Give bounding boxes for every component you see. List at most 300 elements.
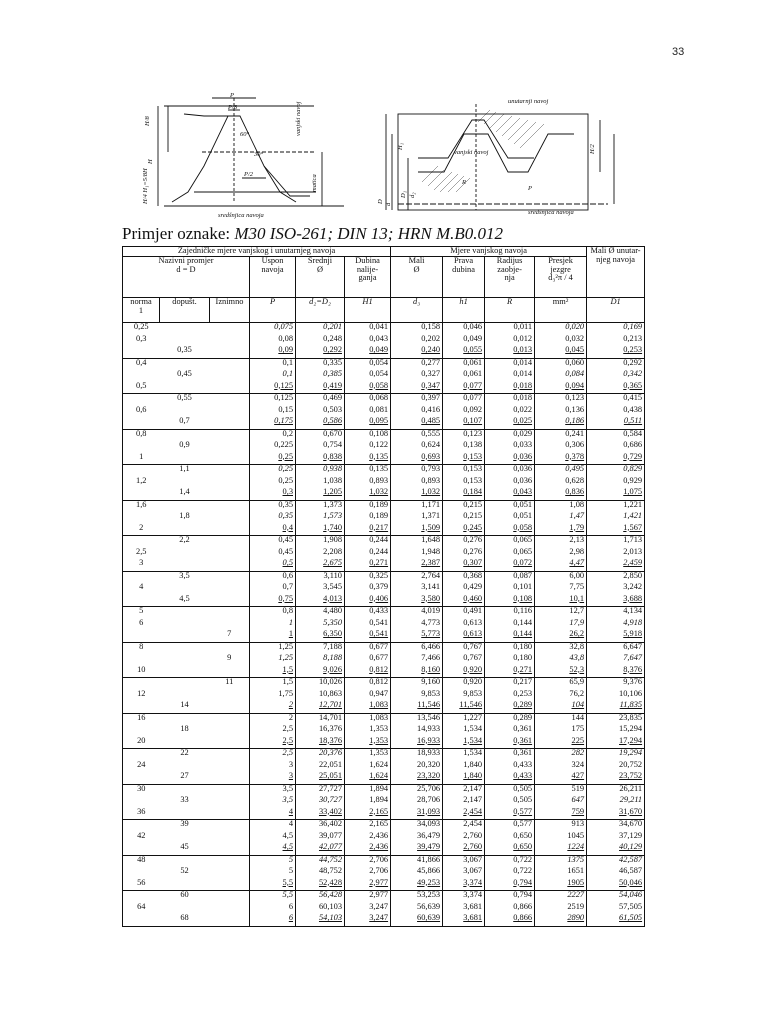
section-cell: 65,9 <box>535 678 587 690</box>
exception-cell <box>210 891 250 903</box>
norm-cell: 0,4 <box>123 358 160 370</box>
mean-diameter-cell: 48,752 <box>296 867 345 879</box>
radius-cell: 0,065 <box>485 536 535 548</box>
thread-depth-cell: 1,534 <box>443 737 485 749</box>
inner-minor-diameter-cell: 1,421 <box>587 512 645 524</box>
radius-cell: 0,018 <box>485 394 535 406</box>
norm-cell: 8 <box>123 642 160 654</box>
pitch-cell: 0,3 <box>250 488 296 500</box>
engagement-depth-cell: 0,677 <box>345 654 391 666</box>
inner-minor-diameter-cell: 61,505 <box>587 914 645 926</box>
radius-cell: 0,433 <box>485 772 535 784</box>
allowed-cell: 68 <box>160 914 210 926</box>
exception-cell <box>210 335 250 347</box>
engagement-depth-cell: 1,083 <box>345 713 391 725</box>
exception-cell <box>210 512 250 524</box>
norm-cell: 4 <box>123 583 160 595</box>
table-row <box>123 607 645 619</box>
thread-depth-cell: 2,760 <box>443 843 485 855</box>
thread-depth-cell: 0,153 <box>443 453 485 465</box>
exception-cell <box>210 713 250 725</box>
label-d-upper: D <box>377 199 384 204</box>
engagement-depth-cell: 2,436 <box>345 843 391 855</box>
minor-diameter-cell: 23,320 <box>391 772 443 784</box>
mean-diameter-cell: 0,335 <box>296 358 345 370</box>
exception-cell: 11 <box>210 678 250 690</box>
mean-diameter-cell: 7,188 <box>296 642 345 654</box>
allowed-cell <box>160 879 210 891</box>
mean-diameter-cell: 60,103 <box>296 903 345 915</box>
allowed-cell: 45 <box>180 842 189 851</box>
exception-cell <box>210 559 250 571</box>
mean-diameter-cell: 0,248 <box>296 335 345 347</box>
label-d-lower: d <box>385 202 392 206</box>
thread-depth-cell: 0,613 <box>443 630 485 642</box>
radius-cell: 0,577 <box>485 808 535 820</box>
thread-depth-cell: 0,920 <box>443 678 485 690</box>
table-row <box>123 796 645 808</box>
norm-cell: 64 <box>123 903 160 915</box>
mean-diameter-cell: 3,110 <box>296 571 345 583</box>
pitch-cell: 0,45 <box>250 548 296 560</box>
exception-cell <box>210 477 250 489</box>
engagement-depth-cell: 1,894 <box>345 784 391 796</box>
pitch-cell: 3 <box>250 772 296 784</box>
thread-depth-cell: 0,276 <box>443 536 485 548</box>
radius-cell: 0,029 <box>485 429 535 441</box>
designation-example <box>122 224 503 244</box>
inner-minor-diameter-cell: 0,584 <box>587 429 645 441</box>
inner-minor-diameter-cell: 34,670 <box>587 820 645 832</box>
norm-cell <box>123 488 160 500</box>
col-h1: H1 <box>345 298 391 323</box>
pitch-cell: 5 <box>250 855 296 867</box>
radius-cell: 0,180 <box>485 654 535 666</box>
section-cell: 0,186 <box>535 417 587 429</box>
inner-minor-diameter-cell: 50,046 <box>587 879 645 891</box>
section-cell: 1651 <box>535 867 587 879</box>
minor-diameter-cell: 14,933 <box>391 725 443 737</box>
pitch-cell: 3,5 <box>250 784 296 796</box>
exception-cell <box>210 903 250 915</box>
label-h-2: H/2 <box>589 144 596 154</box>
thread-depth-cell: 0,049 <box>443 335 485 347</box>
norm-cell: 6 <box>123 619 160 631</box>
exception-cell <box>210 358 250 370</box>
norm-cell <box>123 843 160 855</box>
allowed-cell: 27 <box>180 771 189 780</box>
radius-cell: 0,058 <box>485 524 535 536</box>
mean-diameter-cell: 36,402 <box>296 820 345 832</box>
pitch-cell: 0,125 <box>250 394 296 406</box>
thread-depth-cell: 2,454 <box>443 808 485 820</box>
norm-cell: 20 <box>123 737 160 749</box>
norm-cell <box>123 394 160 406</box>
radius-cell: 0,144 <box>485 630 535 642</box>
engagement-depth-cell: 0,189 <box>345 512 391 524</box>
table-row <box>123 559 645 571</box>
pitch-cell: 2,5 <box>250 737 296 749</box>
thread-depth-cell: 1,534 <box>443 749 485 761</box>
section-cell: 10,1 <box>535 595 587 607</box>
exception-cell <box>210 417 250 429</box>
thread-engagement-diagram <box>378 94 630 218</box>
exception-cell <box>210 666 250 678</box>
engagement-depth-cell: 0,947 <box>345 690 391 702</box>
label-axis: sredšnjica navoja <box>528 209 574 216</box>
allowed-cell <box>160 642 210 654</box>
pitch-cell: 0,35 <box>250 500 296 512</box>
thread-depth-cell: 0,215 <box>443 500 485 512</box>
allowed-cell <box>160 619 210 631</box>
mean-diameter-cell: 20,376 <box>296 749 345 761</box>
radius-cell: 0,051 <box>485 500 535 512</box>
mean-diameter-cell: 2,675 <box>296 559 345 571</box>
minor-diameter-cell: 0,277 <box>391 358 443 370</box>
section-cell: 6,00 <box>535 571 587 583</box>
inner-minor-diameter-cell: 23,835 <box>587 713 645 725</box>
mean-diameter-cell: 12,701 <box>296 701 345 713</box>
mean-diameter-cell: 0,385 <box>296 370 345 382</box>
inner-minor-diameter-cell: 19,294 <box>587 749 645 761</box>
radius-cell: 0,033 <box>485 441 535 453</box>
mean-diameter-cell: 22,051 <box>296 761 345 773</box>
col-d2: d₂=D₂ <box>296 298 345 323</box>
minor-diameter-cell: 28,706 <box>391 796 443 808</box>
thread-depth-cell: 1,840 <box>443 761 485 773</box>
radius-cell: 0,433 <box>485 761 535 773</box>
table-row <box>123 583 645 595</box>
thread-depth-cell: 3,374 <box>443 891 485 903</box>
minor-diameter-cell: 36,479 <box>391 832 443 844</box>
engagement-depth-cell: 2,706 <box>345 867 391 879</box>
table-row <box>123 524 645 536</box>
minor-diameter-cell: 31,093 <box>391 808 443 820</box>
engagement-depth-cell: 1,353 <box>345 737 391 749</box>
pitch-cell: 1,5 <box>250 666 296 678</box>
exception-cell <box>210 370 250 382</box>
inner-minor-diameter-cell: 31,670 <box>587 808 645 820</box>
inner-minor-diameter-cell: 9,376 <box>587 678 645 690</box>
norm-cell <box>123 914 160 926</box>
table-row <box>123 595 645 607</box>
mean-diameter-cell: 6,350 <box>296 630 345 642</box>
inner-minor-diameter-cell: 0,511 <box>587 417 645 429</box>
inner-minor-diameter-cell: 0,365 <box>587 382 645 394</box>
exception-cell <box>210 832 250 844</box>
inner-minor-diameter-cell: 42,587 <box>587 855 645 867</box>
pitch-cell: 0,45 <box>250 536 296 548</box>
inner-minor-diameter-cell: 40,129 <box>587 843 645 855</box>
minor-diameter-cell: 0,416 <box>391 406 443 418</box>
mean-diameter-cell: 1,205 <box>296 488 345 500</box>
radius-cell: 0,144 <box>485 619 535 631</box>
exception-cell <box>210 867 250 879</box>
section-cell: 0,836 <box>535 488 587 500</box>
engagement-depth-cell: 3,247 <box>345 914 391 926</box>
thread-depth-cell: 0,077 <box>443 394 485 406</box>
minor-diameter-cell: 1,371 <box>391 512 443 524</box>
inner-minor-diameter-cell: 23,752 <box>587 772 645 784</box>
mean-diameter-cell: 0,754 <box>296 441 345 453</box>
radius-cell: 0,361 <box>485 725 535 737</box>
allowed-cell <box>160 524 210 536</box>
table-row <box>123 725 645 737</box>
radius-cell: 0,013 <box>485 346 535 358</box>
minor-diameter-cell: 1,648 <box>391 536 443 548</box>
exception-cell <box>210 595 250 607</box>
section-cell: 26,2 <box>535 630 587 642</box>
thread-depth-cell: 2,147 <box>443 784 485 796</box>
pitch-cell: 0,08 <box>250 335 296 347</box>
thread-depth-cell: 0,429 <box>443 583 485 595</box>
pitch-cell: 1 <box>250 619 296 631</box>
thread-depth-cell: 0,215 <box>443 512 485 524</box>
exception-cell <box>210 406 250 418</box>
section-cell: 1,08 <box>535 500 587 512</box>
engagement-depth-cell: 2,977 <box>345 879 391 891</box>
inner-minor-diameter-cell: 4,918 <box>587 619 645 631</box>
engagement-depth-cell: 2,165 <box>345 820 391 832</box>
exception-cell <box>210 914 250 926</box>
minor-diameter-cell: 13,546 <box>391 713 443 725</box>
section-cell: 32,8 <box>535 642 587 654</box>
radius-cell: 0,650 <box>485 843 535 855</box>
engagement-depth-cell: 0,108 <box>345 429 391 441</box>
engagement-depth-cell: 0,135 <box>345 453 391 465</box>
label-outer-thread: vanjski navoj <box>295 101 302 136</box>
pitch-cell: 6 <box>250 914 296 926</box>
label-inner-thread: unutarnji navoj <box>508 98 549 105</box>
minor-diameter-cell: 25,706 <box>391 784 443 796</box>
section-cell: 2890 <box>535 914 587 926</box>
label-h-8: H/8 <box>144 116 151 126</box>
norm-cell: 1 <box>123 453 160 465</box>
table-row <box>123 346 645 358</box>
minor-diameter-cell: 2,387 <box>391 559 443 571</box>
norm-cell <box>123 796 160 808</box>
header-thread-depth: Prava dubina <box>443 257 485 298</box>
label-r: R <box>462 179 466 186</box>
mean-diameter-cell: 9,026 <box>296 666 345 678</box>
allowed-cell: 18 <box>180 724 189 733</box>
thread-depth-cell: 2,760 <box>443 832 485 844</box>
exception-cell <box>210 749 250 761</box>
norm-cell <box>123 725 160 737</box>
table-row <box>123 843 645 855</box>
exception-cell <box>210 382 250 394</box>
allowed-cell: 0,55 <box>160 394 210 406</box>
col-allowed: dopušt. <box>160 298 210 323</box>
radius-cell: 0,866 <box>485 903 535 915</box>
col-norm: norma 1 <box>123 298 160 323</box>
page-number: 33 <box>672 46 685 58</box>
pitch-cell: 1,5 <box>250 678 296 690</box>
minor-diameter-cell: 20,320 <box>391 761 443 773</box>
thread-depth-cell: 0,767 <box>443 654 485 666</box>
engagement-depth-cell: 0,406 <box>345 595 391 607</box>
engagement-depth-cell: 0,122 <box>345 441 391 453</box>
section-cell: 1905 <box>535 879 587 891</box>
exception-cell <box>210 536 250 548</box>
norm-cell: 1,6 <box>123 500 160 512</box>
section-cell: 0,495 <box>535 465 587 477</box>
pitch-cell: 0,6 <box>250 571 296 583</box>
exception-cell <box>210 737 250 749</box>
norm-cell <box>123 595 160 607</box>
radius-cell: 0,361 <box>485 749 535 761</box>
mean-diameter-cell: 18,376 <box>296 737 345 749</box>
header-nominal-diameter: Nazivni promjer d = D <box>123 257 250 298</box>
engagement-depth-cell: 0,189 <box>345 500 391 512</box>
mean-diameter-cell: 5,350 <box>296 619 345 631</box>
allowed-cell <box>160 630 210 642</box>
section-cell: 43,8 <box>535 654 587 666</box>
exception-cell <box>210 761 250 773</box>
mean-diameter-cell: 0,201 <box>296 323 345 335</box>
inner-minor-diameter-cell: 0,253 <box>587 346 645 358</box>
thread-depth-cell: 0,061 <box>443 370 485 382</box>
thread-depth-cell: 0,138 <box>443 441 485 453</box>
minor-diameter-cell: 18,933 <box>391 749 443 761</box>
norm-cell: 2 <box>123 524 160 536</box>
label-axis: sredšnjica navoja <box>218 212 264 219</box>
exception-cell <box>210 690 250 702</box>
inner-minor-diameter-cell: 2,013 <box>587 548 645 560</box>
norm-cell <box>123 512 160 524</box>
inner-minor-diameter-cell: 2,459 <box>587 559 645 571</box>
minor-diameter-cell: 3,580 <box>391 595 443 607</box>
exception-cell <box>210 394 250 406</box>
norm-cell <box>123 891 160 903</box>
col-mm2: mm² <box>535 298 587 323</box>
label-h4-h1: H/4 H₁=5/8H <box>142 168 149 204</box>
engagement-depth-cell: 0,244 <box>345 536 391 548</box>
allowed-cell: 22 <box>160 749 210 761</box>
pitch-cell: 0,5 <box>250 559 296 571</box>
mean-diameter-cell: 44,752 <box>296 855 345 867</box>
minor-diameter-cell: 9,853 <box>391 690 443 702</box>
pitch-cell: 0,25 <box>250 465 296 477</box>
norm-cell <box>123 370 160 382</box>
header-group-inner: Mali Ø unutar-njeg navoja <box>587 247 645 298</box>
allowed-cell <box>160 666 210 678</box>
inner-minor-diameter-cell: 0,929 <box>587 477 645 489</box>
pitch-cell: 6 <box>250 903 296 915</box>
minor-diameter-cell: 1,509 <box>391 524 443 536</box>
table-row <box>123 678 645 690</box>
label-p-2: P/2 <box>244 171 254 178</box>
exception-cell <box>210 701 250 713</box>
mean-diameter-cell: 54,103 <box>296 914 345 926</box>
pitch-cell: 2 <box>250 701 296 713</box>
table-row <box>123 879 645 891</box>
table-row <box>123 737 645 749</box>
section-cell: 0,306 <box>535 441 587 453</box>
minor-diameter-cell: 4,019 <box>391 607 443 619</box>
pitch-cell: 4 <box>250 820 296 832</box>
pitch-cell: 2,5 <box>250 749 296 761</box>
engagement-depth-cell: 1,894 <box>345 796 391 808</box>
inner-minor-diameter-cell: 37,129 <box>587 832 645 844</box>
table-row <box>123 820 645 832</box>
allowed-cell: 33 <box>180 795 189 804</box>
header-group-outer: Mjere vanjskog navoja <box>391 247 587 257</box>
thread-depth-cell: 1,534 <box>443 725 485 737</box>
radius-cell: 0,253 <box>485 690 535 702</box>
minor-diameter-cell: 0,693 <box>391 453 443 465</box>
section-cell: 2227 <box>535 891 587 903</box>
section-cell: 0,020 <box>535 323 587 335</box>
mean-diameter-cell: 10,863 <box>296 690 345 702</box>
thread-depth-cell: 0,153 <box>443 477 485 489</box>
table-row <box>123 441 645 453</box>
section-cell: 52,3 <box>535 666 587 678</box>
mean-diameter-cell: 1,573 <box>296 512 345 524</box>
inner-minor-diameter-cell: 1,713 <box>587 536 645 548</box>
radius-cell: 0,087 <box>485 571 535 583</box>
engagement-depth-cell: 0,812 <box>345 678 391 690</box>
inner-minor-diameter-cell: 11,835 <box>587 701 645 713</box>
radius-cell: 0,650 <box>485 832 535 844</box>
engagement-depth-cell: 3,247 <box>345 903 391 915</box>
mean-diameter-cell: 4,480 <box>296 607 345 619</box>
minor-diameter-cell: 0,202 <box>391 335 443 347</box>
section-cell: 144 <box>535 713 587 725</box>
inner-minor-diameter-cell: 0,169 <box>587 323 645 335</box>
radius-cell: 0,722 <box>485 867 535 879</box>
thread-depth-cell: 0,184 <box>443 488 485 500</box>
engagement-depth-cell: 2,165 <box>345 808 391 820</box>
thread-depth-cell: 0,307 <box>443 559 485 571</box>
label-p: P <box>230 92 234 99</box>
radius-cell: 0,043 <box>485 488 535 500</box>
table-row <box>123 382 645 394</box>
table-row <box>123 488 645 500</box>
pitch-cell: 4,5 <box>250 843 296 855</box>
engagement-depth-cell: 0,271 <box>345 559 391 571</box>
radius-cell: 0,011 <box>485 323 535 335</box>
label-angle-60: 60° <box>240 131 250 138</box>
section-cell: 519 <box>535 784 587 796</box>
engagement-depth-cell: 2,977 <box>345 891 391 903</box>
mean-diameter-cell: 56,428 <box>296 891 345 903</box>
inner-minor-diameter-cell: 0,829 <box>587 465 645 477</box>
table-row <box>123 891 645 903</box>
table-row <box>123 749 645 761</box>
thread-depth-cell: 0,613 <box>443 619 485 631</box>
norm-cell: 2,5 <box>123 548 160 560</box>
header-mean-diameter: Srednji Ø <box>296 257 345 298</box>
engagement-depth-cell: 1,032 <box>345 488 391 500</box>
pitch-cell: 2,5 <box>250 725 296 737</box>
engagement-depth-cell: 0,379 <box>345 583 391 595</box>
header-core-section: Presjek jezgre d₃²π / 4 <box>535 257 587 298</box>
thread-depth-cell: 1,227 <box>443 713 485 725</box>
mean-diameter-cell: 1,740 <box>296 524 345 536</box>
section-cell: 2519 <box>535 903 587 915</box>
table-row <box>123 370 645 382</box>
pitch-cell: 0,1 <box>250 358 296 370</box>
inner-minor-diameter-cell: 57,505 <box>587 903 645 915</box>
label-h1: H₁ <box>397 143 404 150</box>
exception-cell <box>210 571 250 583</box>
inner-minor-diameter-cell: 1,567 <box>587 524 645 536</box>
engagement-depth-cell: 1,353 <box>345 749 391 761</box>
minor-diameter-cell: 45,866 <box>391 867 443 879</box>
col-p: P <box>250 298 296 323</box>
section-cell: 1,47 <box>535 512 587 524</box>
